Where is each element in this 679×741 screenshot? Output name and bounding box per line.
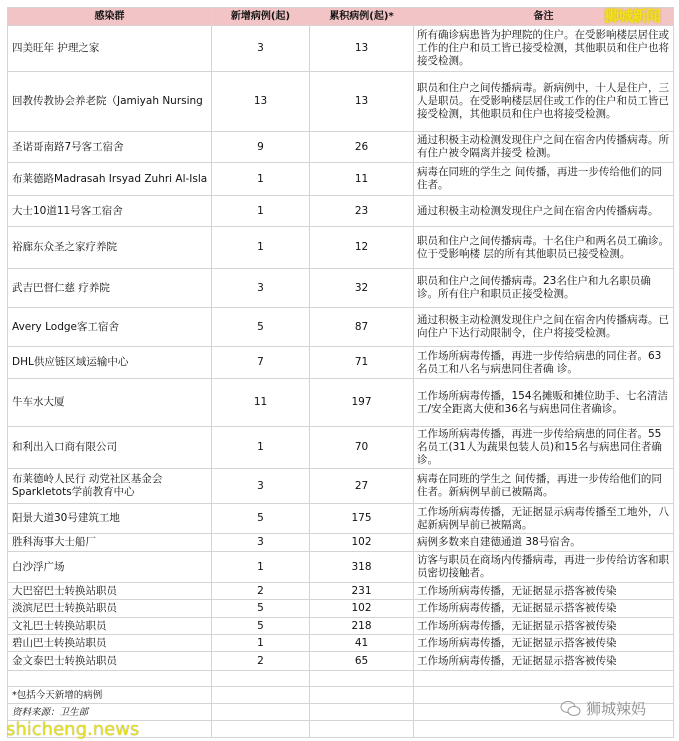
table-row: [8, 269, 674, 308]
cluster-name: 胜科海事大士船厂: [8, 534, 212, 552]
new-cases: 9: [212, 132, 310, 163]
empty-cell: [310, 704, 414, 721]
total-cases: 87: [310, 308, 414, 347]
table-row: [8, 26, 674, 72]
new-cases: 5: [212, 600, 310, 618]
cluster-name: 四美旺年 护理之家: [8, 26, 212, 72]
remarks: 工作场所病毒传播，无证据显示搭客被传染: [414, 618, 674, 635]
new-cases: 5: [212, 618, 310, 635]
total-cases: 41: [310, 635, 414, 652]
empty-cell: [212, 671, 310, 687]
new-cases: 3: [212, 534, 310, 552]
new-cases: 2: [212, 652, 310, 671]
table-row: [8, 652, 674, 671]
remarks: 通过积极主动检测发现住户之间在宿舍内传播病毒。所有住户被令隔离并接受 检测。: [414, 132, 674, 163]
empty-cell: [414, 671, 674, 687]
cluster-name: 牛车水大厦: [8, 379, 212, 427]
remarks: 职员和住户之间传播病毒。十名住户和两名员工确诊。位于受影响楼 层的所有其他职员已接受检测。: [414, 227, 674, 269]
cluster-name: 圣诺哥南路7号客工宿舍: [8, 132, 212, 163]
total-cases: 102: [310, 534, 414, 552]
total-cases: 23: [310, 196, 414, 227]
footnote-row-cell: *包括今天新增的病例: [8, 687, 212, 704]
wechat-icon: [560, 700, 582, 718]
new-cases: 3: [212, 26, 310, 72]
new-cases: 1: [212, 196, 310, 227]
new-cases: 13: [212, 72, 310, 132]
header-note: 备注: [414, 8, 674, 26]
table-header: [8, 8, 674, 26]
total-cases: 27: [310, 469, 414, 504]
new-cases: 3: [212, 269, 310, 308]
table-row: [8, 196, 674, 227]
table-row: [8, 427, 674, 469]
table-row: [8, 583, 674, 600]
new-cases: 5: [212, 308, 310, 347]
cluster-name: 文礼巴士转换站职员: [8, 618, 212, 635]
table-row: [8, 132, 674, 163]
remarks: 工作场所病毒传播，再进一步传给病患的同住者。63名员工和八名与病患同住者确 诊。: [414, 347, 674, 379]
remarks: 病例多数来自建德通道 38号宿舍。: [414, 534, 674, 552]
new-cases: 7: [212, 347, 310, 379]
total-cases: 32: [310, 269, 414, 308]
total-cases: 13: [310, 26, 414, 72]
table-row: [8, 600, 674, 618]
cluster-name: 白沙浮广场: [8, 552, 212, 583]
header-cluster: 感染群: [8, 8, 212, 26]
total-cases: 318: [310, 552, 414, 583]
empty-cell: [414, 721, 674, 738]
empty-cell: [212, 687, 310, 704]
table-row: [8, 504, 674, 534]
cluster-name: 武吉巴督仁慈 疗养院: [8, 269, 212, 308]
header-total: 累积病例(起)*: [310, 8, 414, 26]
blank-row-cell: [8, 671, 212, 687]
remarks: 所有确诊病患皆为护理院的住户。在受影响楼层居住或工作的住户和员工皆已接受检测，其他职员和住户也将接受检测。: [414, 26, 674, 72]
total-cases: 12: [310, 227, 414, 269]
cluster-name: 金文泰巴士转换站职员: [8, 652, 212, 671]
watermark-bottom-left: shicheng.news: [6, 719, 140, 740]
remarks: 访客与职员在商场内传播病毒，再进一步传给访客和职员密切接触者。: [414, 552, 674, 583]
remarks: 工作场所病毒传播，无证据显示搭客被传染: [414, 583, 674, 600]
remarks: 工作场所病毒传播，无证据显示搭客被传染: [414, 600, 674, 618]
empty-cell: [310, 687, 414, 704]
watermark-bottom-right: [560, 698, 646, 719]
remarks: 工作场所病毒传播，再进一步传给病患的同住者。55名员工(31人为蔬果包装人员)和15名与病患同住者确诊。: [414, 427, 674, 469]
header-new: 新增病例(起): [212, 8, 310, 26]
table-row: [8, 552, 674, 583]
remarks: 工作场所病毒传播，无证据显示搭客被传染: [414, 635, 674, 652]
new-cases: 3: [212, 469, 310, 504]
table-row: [8, 469, 674, 504]
total-cases: 65: [310, 652, 414, 671]
table-row: [8, 534, 674, 552]
cluster-name: 大士10道11号客工宿舍: [8, 196, 212, 227]
total-cases: 11: [310, 163, 414, 196]
total-cases: 175: [310, 504, 414, 534]
table-row: [8, 635, 674, 652]
total-cases: 26: [310, 132, 414, 163]
new-cases: 5: [212, 504, 310, 534]
table-row: [8, 163, 674, 196]
cluster-name: 淡滨尼巴士转换站职员: [8, 600, 212, 618]
new-cases: 1: [212, 427, 310, 469]
new-cases: 1: [212, 163, 310, 196]
total-cases: 218: [310, 618, 414, 635]
new-cases: 1: [212, 552, 310, 583]
remarks: 病毒在同班的学生之 间传播，再进一步传给他们的同住者。新病例早前已被隔离。: [414, 469, 674, 504]
cluster-name: 和利出入口商有限公司: [8, 427, 212, 469]
cluster-name: Avery Lodge客工宿舍: [8, 308, 212, 347]
cluster-name: 回教传教协会养老院（Jamiyah Nursing: [8, 72, 212, 132]
cluster-table: [7, 7, 674, 738]
cluster-name: DHL供应链区域运输中心: [8, 347, 212, 379]
new-cases: 2: [212, 583, 310, 600]
table-row: [8, 72, 674, 132]
total-cases: 71: [310, 347, 414, 379]
table-row: [8, 347, 674, 379]
table-row: [8, 379, 674, 427]
total-cases: 231: [310, 583, 414, 600]
cluster-name: 裕廊东众圣之家疗养院: [8, 227, 212, 269]
watermark-text: 狮城辣妈: [586, 700, 647, 718]
table-row: [8, 227, 674, 269]
total-cases: 102: [310, 600, 414, 618]
blank-row: [8, 671, 674, 687]
source-row-cell: 资料来源：卫生部: [8, 704, 212, 721]
remarks: 通过积极主动检测发现住户之间在宿舍内传播病毒。已向住户下达行动限制令，住户将接受检测。: [414, 308, 674, 347]
remarks: 工作场所病毒传播，无证据显示病毒传播至工地外，八起新病例早前已被隔离。: [414, 504, 674, 534]
empty-cell: [212, 721, 310, 738]
remarks: 工作场所病毒传播，154名摊贩和摊位助手、七名清洁工/安全距离大使和36名与病患同住者确诊。: [414, 379, 674, 427]
cluster-name: 碧山巴士转换站职员: [8, 635, 212, 652]
cluster-name: 布莱德岭人民行 动党社区基金会 Sparkletots学前教育中心: [8, 469, 212, 504]
empty-cell: [310, 671, 414, 687]
new-cases: 1: [212, 635, 310, 652]
remarks: 职员和住户之间传播病毒。新病例中，十人是住户，三人是职员。在受影响楼层居住或工作的住户和员工皆已接受检测，其他职员和住户也将接受检测。: [414, 72, 674, 132]
table-row: [8, 618, 674, 635]
empty-cell: [310, 721, 414, 738]
new-cases: 11: [212, 379, 310, 427]
cluster-name: 布莱德路Madrasah Irsyad Zuhri Al-Isla: [8, 163, 212, 196]
table-row: [8, 308, 674, 347]
total-cases: 197: [310, 379, 414, 427]
remarks: 通过积极主动检测发现住户之间在宿舍内传播病毒。: [414, 196, 674, 227]
new-cases: 1: [212, 227, 310, 269]
cluster-name: 阳景大道30号建筑工地: [8, 504, 212, 534]
empty-cell: [212, 704, 310, 721]
cluster-name: 大巴窑巴士转换站职员: [8, 583, 212, 600]
remarks: 病毒在同班的学生之 间传播，再进一步传给他们的同住者。: [414, 163, 674, 196]
total-cases: 13: [310, 72, 414, 132]
watermark-top: 狮城新闻: [604, 7, 661, 25]
remarks: 工作场所病毒传播，无证据显示搭客被传染: [414, 652, 674, 671]
total-cases: 70: [310, 427, 414, 469]
remarks: 职员和住户之间传播病毒。23名住户和九名职员确诊。所有住户和职员正接受检测。: [414, 269, 674, 308]
